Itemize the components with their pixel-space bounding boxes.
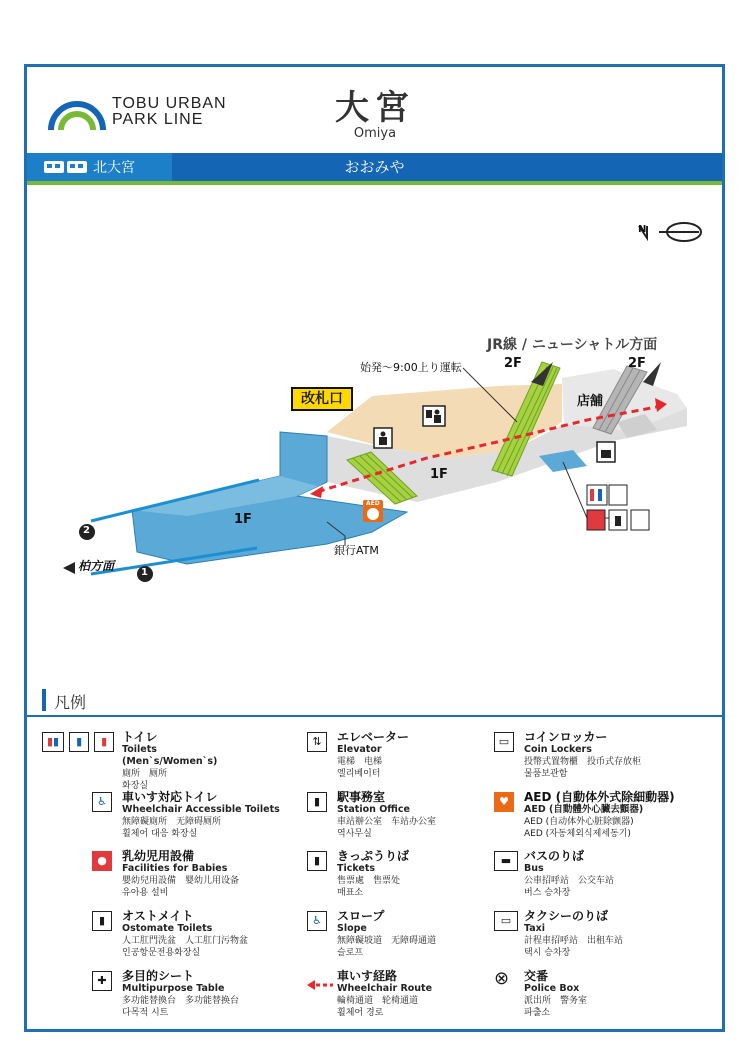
- taxi-icon: ▭: [494, 911, 518, 931]
- legend-en: Ostomate Toilets: [122, 923, 213, 934]
- legend-ja: コインロッカー: [524, 730, 608, 744]
- legend-ko: 유아용 설비: [122, 888, 169, 898]
- police-box-icon: ⊗: [494, 968, 510, 989]
- multipurpose-table-icon: ✚: [92, 971, 112, 991]
- legend-zh: 派出所 警务室: [524, 996, 588, 1006]
- atm-label: 銀行ATM: [334, 544, 379, 557]
- floor-2f-right: 2F: [628, 356, 646, 371]
- station-office-icon: [374, 428, 392, 448]
- legend-ja: 多目的シート: [122, 969, 195, 983]
- floor-1f-concourse: 1F: [430, 467, 448, 482]
- legend-zh: 售票處 售票处: [337, 876, 401, 886]
- legend-ja: きっぷうりば: [337, 849, 410, 863]
- slope-icon: ♿: [307, 911, 327, 931]
- floor-1f-platform: 1F: [234, 512, 252, 527]
- aed-map-label: AED: [366, 500, 380, 507]
- legend-ko: 파출소: [524, 1008, 551, 1018]
- legend-ja: オストメイト: [122, 909, 194, 923]
- legend-zh: 投幣式置物櫃 投币式存放柜: [524, 757, 642, 767]
- legend-marker: [42, 689, 46, 711]
- toilets-icon: ▮▮ ▮ ▮: [42, 730, 114, 752]
- legend-ja: スロープ: [337, 909, 385, 923]
- legend-en: Wheelchair Route: [337, 983, 433, 994]
- station-kana: おおみや: [344, 158, 405, 176]
- tobu-logo-icon: [47, 92, 107, 132]
- legend-ko: 역사무실: [337, 829, 372, 839]
- legend-ko: 택시 승차장: [524, 948, 571, 958]
- station-office-icon: ▮: [307, 792, 327, 812]
- legend-zh: 廁所 厕所: [122, 769, 168, 779]
- ticket-gate-label: 改札口: [291, 387, 353, 411]
- legend-zh: 無障礙廁所 无障碍厕所: [122, 817, 222, 827]
- station-roman: Omiya: [353, 126, 397, 141]
- legend-ko: 엘리베이터: [337, 769, 381, 779]
- legend-ja: トイレ: [122, 730, 158, 744]
- baby-icon: ●: [92, 851, 112, 871]
- shop-label: 店舗: [577, 394, 604, 409]
- legend-en: Tickets: [337, 863, 376, 874]
- track-2-number: 2: [83, 525, 90, 536]
- legend-ja: AED (自動体外式除細動器): [524, 790, 675, 804]
- brand-line-2: PARK LINE: [112, 111, 204, 128]
- compass-north: N: [638, 224, 647, 235]
- tickets-icon: [423, 406, 445, 426]
- legend-ja: エレベーター: [337, 730, 410, 744]
- legend-en: Facilities for Babies: [122, 863, 228, 874]
- legend-en: Toilets (Men`s/Women`s): [122, 744, 218, 767]
- facility-icons: [587, 510, 649, 530]
- wheelchair-toilet-icon: ♿: [92, 792, 112, 812]
- legend-ja: 車いす対応トイレ: [122, 790, 218, 804]
- legend-ja: 交番: [524, 969, 549, 983]
- legend-ko: 인공항문전용화장실: [122, 948, 201, 958]
- station-floor-map: [27, 186, 722, 686]
- legend-ko: 물품보관함: [524, 769, 568, 779]
- legend-zh: 人工肛門洗盆 人工肛门污物盆: [122, 936, 249, 946]
- legend-ko: 화장실: [122, 781, 149, 791]
- legend-en: Police Box: [524, 983, 580, 994]
- legend-en: AED (自動體外心臟去顫器): [524, 804, 644, 815]
- legend-divider: [27, 715, 722, 717]
- kashiwa-direction-label: 柏方面: [78, 559, 115, 573]
- legend-en: Multipurpose Table: [122, 983, 225, 994]
- legend-en: Slope: [337, 923, 367, 934]
- legend-zh: 計程車招呼站 出租车站: [524, 936, 624, 946]
- legend-zh: 公車招呼站 公交车站: [524, 876, 615, 886]
- legend-ko: 매표소: [337, 888, 364, 898]
- first-train-note: 始発～9:00上り運転: [360, 361, 462, 374]
- aed-icon: ♥: [494, 792, 514, 812]
- floor-2f-left: 2F: [504, 356, 522, 371]
- station-bar-accent: [27, 181, 722, 185]
- legend-zh: AED (自动体外心脏除颤器): [524, 817, 634, 827]
- legend-en: Coin Lockers: [524, 744, 592, 755]
- legend-zh: 無障礙坡道 无障碍通道: [337, 936, 437, 946]
- station-bar: [27, 153, 722, 181]
- brand-name: [112, 96, 227, 128]
- legend-ko: 휠체어 경로: [337, 1008, 384, 1018]
- legend-zh: 電梯 电梯: [337, 757, 383, 767]
- coin-locker-icon: ▭: [494, 732, 514, 752]
- legend-ja: バスのりば: [524, 849, 585, 863]
- legend-zh: 嬰幼兒用設備 婴幼儿用设备: [122, 876, 240, 886]
- ostomate-icon: ▮: [92, 911, 112, 931]
- wheelchair-route-icon: [307, 975, 333, 994]
- bus-icon: ▬: [494, 851, 518, 871]
- legend-ja: タクシーのりば: [524, 909, 609, 923]
- legend-en: Elevator: [337, 744, 382, 755]
- legend-ja: 駅事務室: [337, 790, 386, 804]
- brand-line-1: TOBU URBAN: [112, 95, 227, 112]
- next-station-name: 北大宮: [93, 160, 135, 176]
- toilets-icon: [587, 485, 627, 505]
- legend-ko: 버스 승차장: [524, 888, 571, 898]
- legend-zh: 多功能替換台 多功能替换台: [122, 996, 240, 1006]
- elevator-icon: ⇅: [307, 732, 327, 752]
- legend-ja: 乳幼児用設備: [122, 849, 195, 863]
- legend-en: Station Office: [337, 804, 410, 815]
- station-name: 大宮: [335, 88, 415, 128]
- legend-en: Wheelchair Accessible Toilets: [122, 804, 280, 815]
- coin-locker-icon: [597, 442, 615, 462]
- legend-ko: 다목적 시트: [122, 1008, 169, 1018]
- legend-ko: 휠체어 대응 화장실: [122, 829, 198, 839]
- compass-icon: [639, 223, 701, 241]
- jr-direction-label: JR線 / ニューシャトル方面: [487, 337, 658, 353]
- legend-zh: 車站辦公室 车站办公室: [337, 817, 437, 827]
- legend-en: Taxi: [524, 923, 546, 934]
- track-1-number: 1: [141, 567, 148, 578]
- legend-en: Bus: [524, 863, 544, 874]
- legend-ja: 車いす経路: [337, 969, 398, 983]
- legend-ko: AED (자동체외식제세동기): [524, 829, 631, 839]
- legend-zh: 輪椅通道 轮椅通道: [337, 996, 419, 1006]
- tickets-icon: ▮: [307, 851, 327, 871]
- legend-title: 凡例: [54, 693, 87, 712]
- legend-ko: 슬로프: [337, 948, 364, 958]
